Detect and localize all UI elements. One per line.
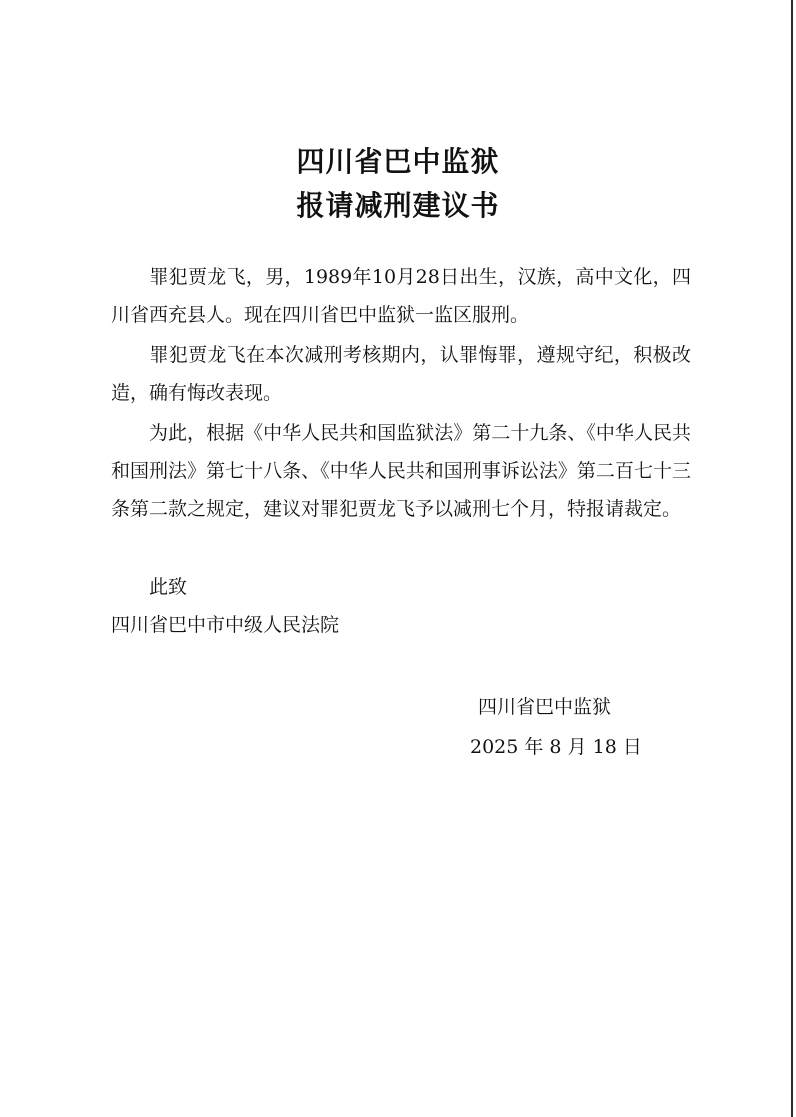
- paragraph-legal-basis-text: 为此，根据《中华人民共和国监狱法》第二十九条、《中华人民共和国刑法》第七十八条、《中华人民共和国刑事诉讼法》第二百七十三条第二款之规定，建议对罪犯贾龙飞予以减刑七个月，特报请裁定。: [111, 422, 691, 520]
- paragraph-legal-basis: [111, 414, 691, 528]
- signature-date: 2025 年 8 月 18 日: [470, 736, 642, 758]
- addressee: 四川省巴中市中级人民法院: [111, 614, 340, 636]
- paragraph-assessment: [111, 336, 691, 412]
- paragraph-assessment-text: 罪犯贾龙飞在本次减刑考核期内，认罪悔罪，遵规守纪，积极改造，确有悔改表现。: [111, 344, 691, 404]
- document-title-line2: 报请减刑建议书: [296, 189, 500, 222]
- paragraph-personal-info: [111, 258, 691, 334]
- salutation: 此致: [149, 576, 188, 598]
- document-title-line1: 四川省巴中监狱: [296, 145, 500, 178]
- signature-organization: 四川省巴中监狱: [478, 696, 612, 718]
- paragraph-personal-info-text: 罪犯贾龙飞，男，1989年10月28日出生，汉族，高中文化，四川省西充县人。现在四川省巴中监狱一监区服刑。: [111, 266, 691, 326]
